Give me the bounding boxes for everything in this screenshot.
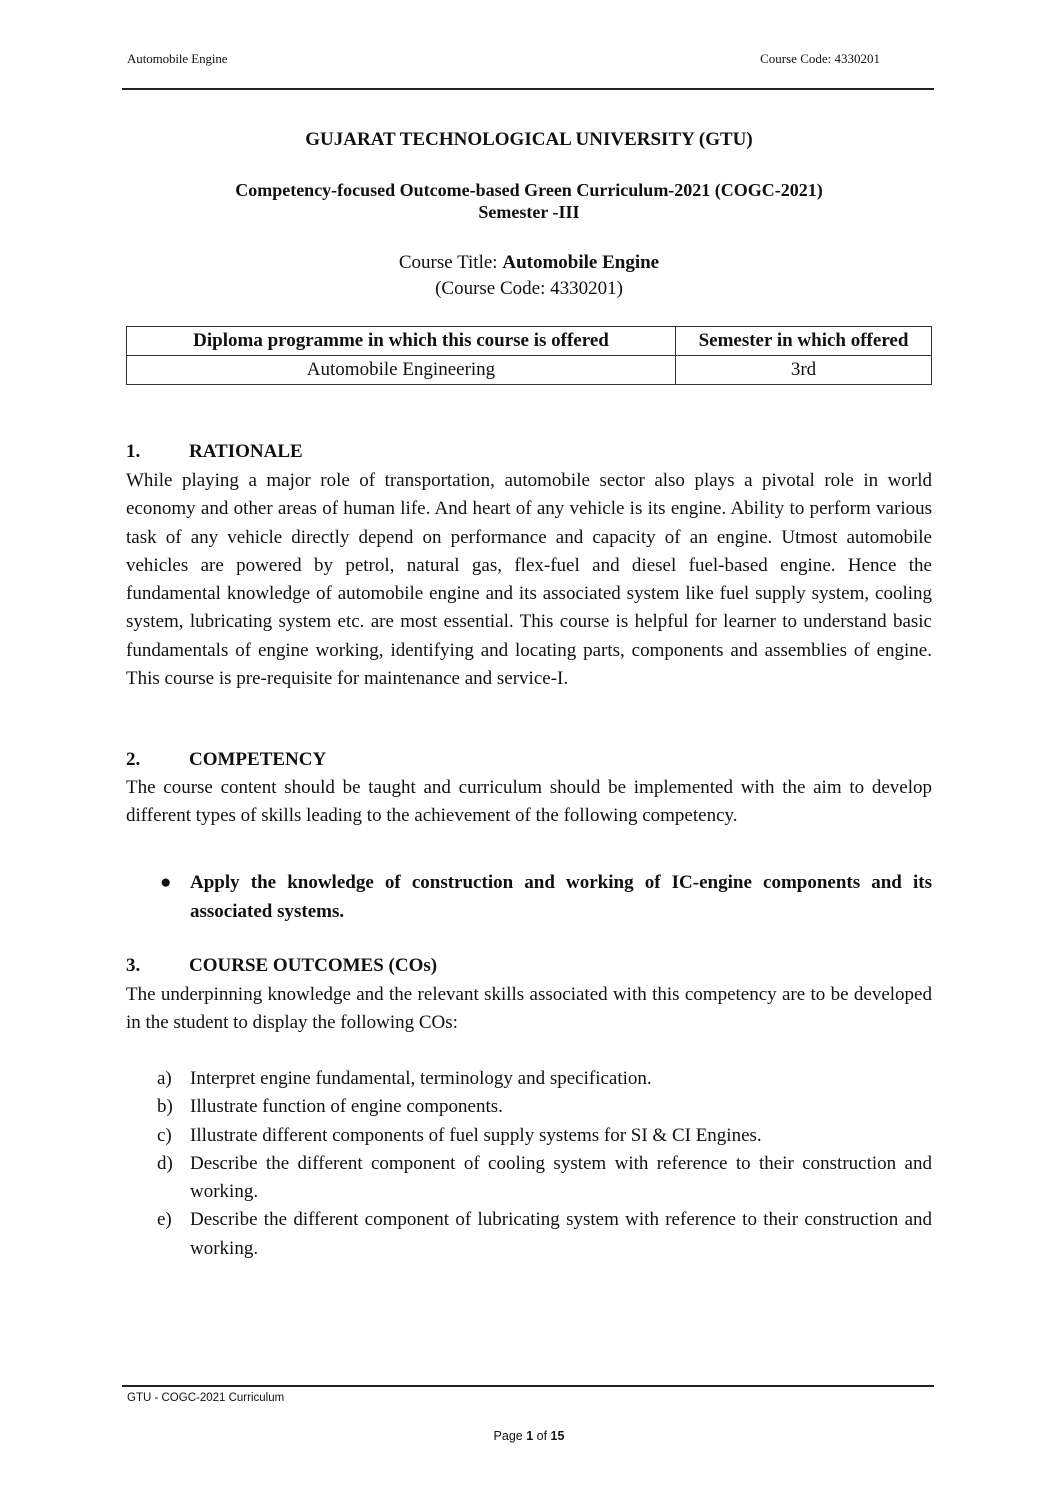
list-item (126, 1206, 932, 1263)
course-outcomes-list (126, 1065, 932, 1263)
header-divider (122, 88, 934, 90)
competency-statement: Apply the knowledge of construction and working of IC-engine components and its associated systems. (190, 872, 932, 922)
total-pages: 15 (550, 1429, 565, 1443)
course-title-block (126, 250, 932, 302)
outcome-label: c) (157, 1124, 172, 1146)
course-outcomes-intro: The underpinning knowledge and the relevant skills associated with this competency are to be developed in the student to display the following COs: (126, 984, 932, 1034)
course-code-line: (Course Code: 4330201) (435, 278, 623, 299)
table-header-row (127, 327, 932, 356)
outcome-label: a) (157, 1068, 172, 1089)
course-title-line (126, 250, 932, 276)
outcome-text: Illustrate function of engine components. (190, 1096, 503, 1118)
section-heading-rationale (126, 441, 303, 463)
current-page: 1 (526, 1429, 534, 1443)
outcome-label: e) (157, 1209, 172, 1231)
course-title: Automobile Engine (502, 252, 660, 273)
semester-label: Semester -III (478, 202, 580, 222)
page-number (0, 1429, 1058, 1443)
footer-divider (122, 1385, 934, 1387)
table-cell-semester: 3rd (676, 356, 932, 385)
university-name: GUJARAT TECHNOLOGICAL UNIVERSITY (GTU) (305, 129, 753, 150)
list-item (126, 1150, 932, 1207)
list-item (126, 1122, 932, 1150)
page-prefix: Page (493, 1429, 527, 1443)
outcome-text: Describe the different component of cooling system with reference to their construction and working. (190, 1152, 932, 1203)
section-heading-course-outcomes (126, 955, 437, 977)
curriculum-heading (126, 179, 932, 223)
table-header-programme: Diploma programme in which this course is offered (127, 327, 676, 356)
rationale-paragraph: While playing a major role of transportation, automobile sector also plays a pivotal role in world economy and other areas of human life. And heart of any vehicle is its engine. Ability to perform various task of any vehicle directly depend on performance and capacity of an engine. Utmost automobile vehicles are powered by petrol, natural gas, flex-fuel and diesel fuel-based engine. Hence the fundamental knowledge of automobile engine and its associated system like fuel supply system, cooling system, lubricating system etc. are most essential. This course is helpful for learner to understand basic fundamentals of engine working, identifying and locating parts, components and assemblies of engine. This course is pre-requisite for maintenance and service-I. (126, 470, 932, 690)
running-header-title: Automobile Engine (127, 51, 228, 66)
page-of: of (533, 1429, 551, 1443)
section-number: 3. (126, 955, 141, 976)
footer-curriculum-label: GTU - COGC-2021 Curriculum (127, 1392, 285, 1404)
table-header-semester: Semester in which offered (676, 327, 932, 356)
running-header-course-code: Course Code: 4330201 (760, 51, 880, 66)
section-title: COMPETENCY (189, 749, 327, 770)
section-heading-competency (126, 749, 326, 771)
bullet-icon: ● (160, 872, 172, 893)
outcome-label: d) (157, 1152, 173, 1174)
section-number: 2. (126, 749, 141, 770)
outcome-text: Illustrate different components of fuel supply systems for SI & CI Engines. (190, 1124, 762, 1146)
table-cell-programme: Automobile Engineering (127, 356, 676, 385)
outcome-text: Interpret engine fundamental, terminology and specification. (190, 1068, 652, 1089)
outcome-label: b) (157, 1096, 173, 1118)
list-item (126, 1093, 932, 1121)
programme-table (126, 326, 932, 385)
section-title: RATIONALE (189, 441, 303, 462)
section-title: COURSE OUTCOMES (COs) (189, 955, 438, 976)
table-row (127, 356, 932, 385)
competency-bullet (160, 868, 932, 926)
course-title-label: Course Title: (398, 252, 503, 273)
outcome-text: Describe the different component of lubricating system with reference to their construction and working. (190, 1209, 932, 1259)
list-item (126, 1065, 932, 1093)
section-number: 1. (126, 441, 141, 462)
competency-paragraph: The course content should be taught and curriculum should be implemented with the aim to develop different types of skills leading to the achievement of the following competency. (126, 777, 932, 827)
curriculum-name: Competency-focused Outcome-based Green Curriculum-2021 (COGC-2021) (235, 180, 823, 200)
